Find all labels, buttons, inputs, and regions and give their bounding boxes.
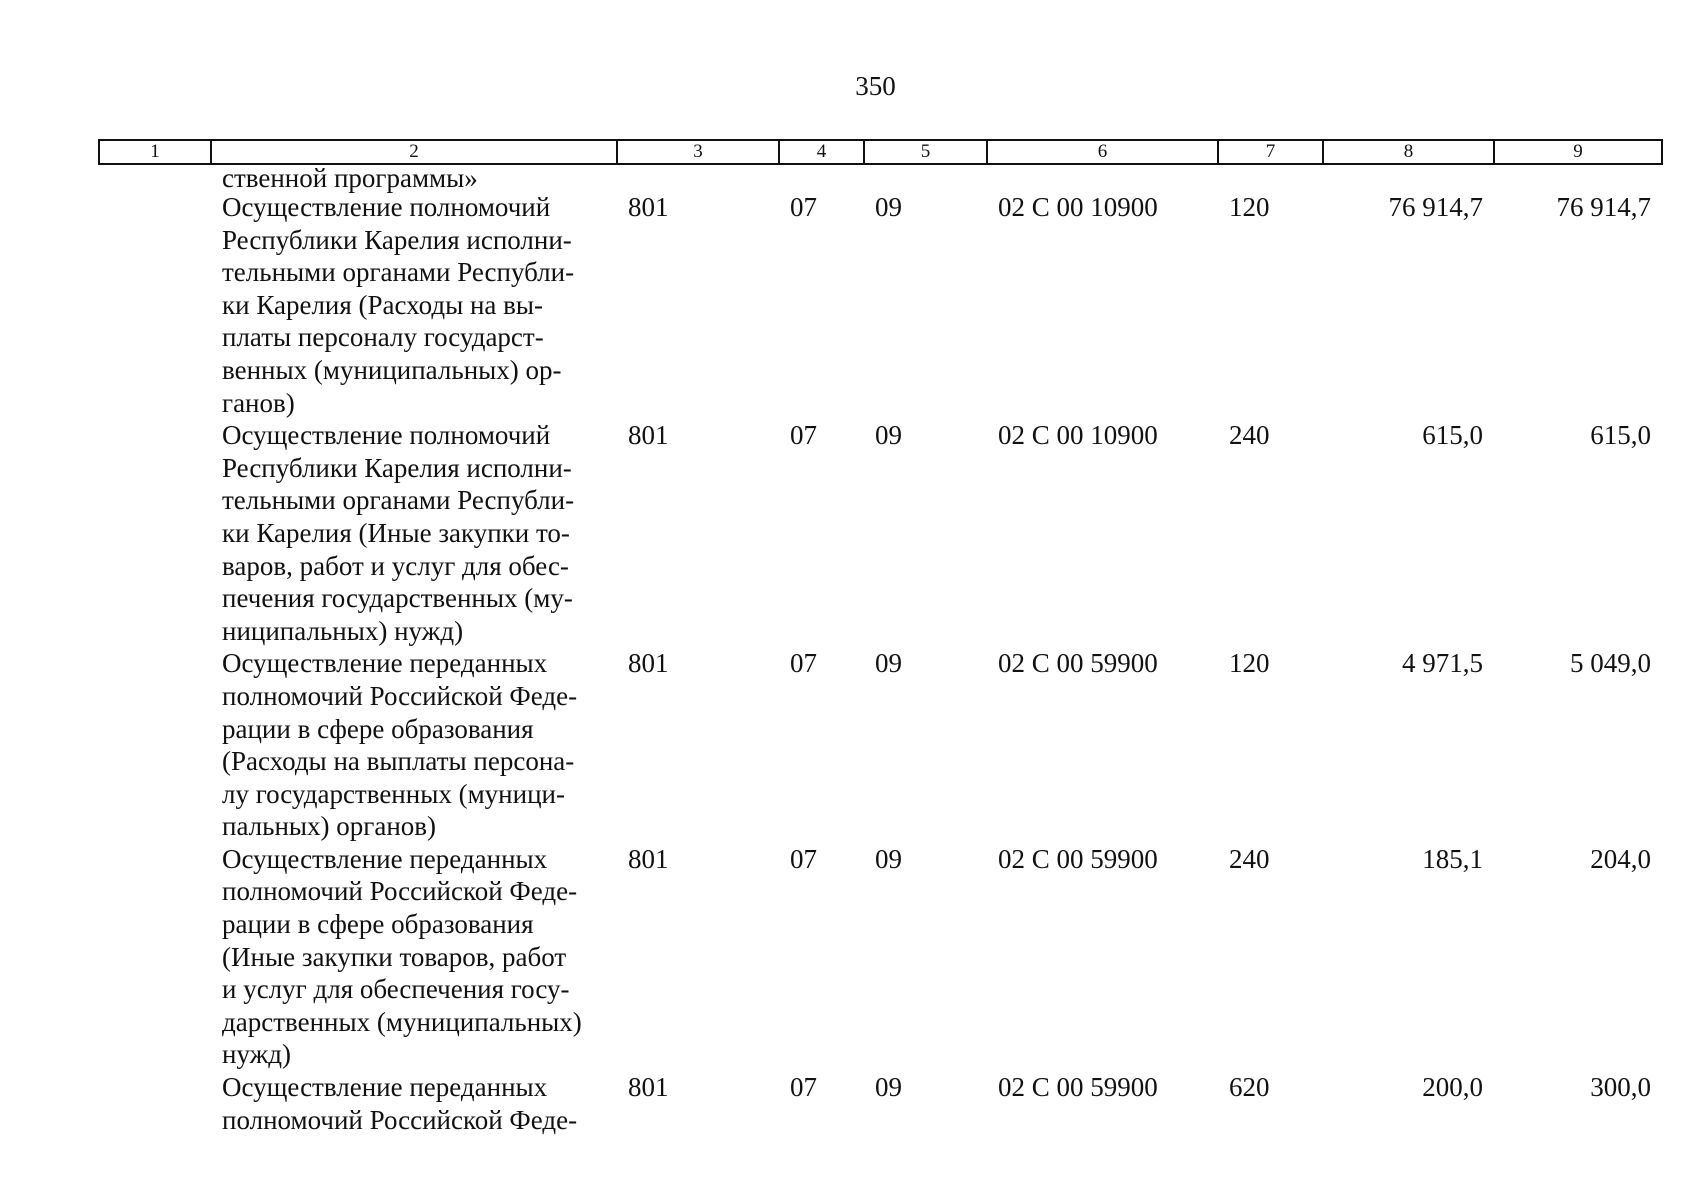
ministry-code: 801	[628, 843, 669, 874]
column-header: 2	[211, 140, 617, 164]
description-line: ниципальных) нужд)	[222, 615, 464, 646]
target-article-code: 02 С 00 59900	[998, 648, 1158, 679]
description-line: тельными органами Республи-	[222, 257, 575, 288]
description-line: и услуг для обеспечения госу-	[222, 974, 570, 1005]
description-line: Осуществление переданных	[222, 843, 548, 874]
section-code: 07	[790, 648, 817, 679]
target-article-code: 02 С 00 10900	[998, 192, 1158, 222]
row-description	[211, 647, 617, 843]
empty-cell	[99, 419, 211, 647]
description-line: варов, работ и услуг для обес-	[222, 550, 569, 581]
column-header: 6	[987, 140, 1218, 164]
description-line: ки Карелия (Расходы на вы-	[222, 289, 544, 320]
row-description	[211, 843, 617, 1071]
section-code: 07	[790, 1072, 817, 1103]
continuation-text: ственной программы»	[222, 163, 478, 193]
column-header: 3	[617, 140, 779, 164]
description-line: платы персоналу государст-	[222, 322, 544, 353]
subsection-code: 09	[875, 192, 902, 222]
expense-type-code: 240	[1229, 843, 1270, 874]
description-line: ки Карелия (Иные закупки то-	[222, 517, 570, 548]
target-article-code: 02 С 00 10900	[998, 420, 1158, 451]
amount-col9: 5 049,0	[1570, 648, 1651, 679]
column-header: 9	[1494, 140, 1662, 164]
section-code: 07	[790, 843, 817, 874]
description-line: Осуществление переданных	[222, 648, 548, 679]
amount-col9: 204,0	[1590, 843, 1651, 874]
table-row	[99, 191, 1662, 419]
page-number: 350	[855, 71, 896, 101]
description-line: Республики Карелия исполни-	[222, 452, 572, 483]
amount-col9: 300,0	[1590, 1072, 1651, 1103]
target-article-code: 02 С 00 59900	[998, 1072, 1158, 1103]
expense-type-code: 240	[1229, 420, 1270, 451]
row-description	[211, 419, 617, 647]
expense-type-code: 120	[1229, 648, 1270, 679]
description-line: (Иные закупки товаров, работ	[222, 941, 567, 972]
subsection-code: 09	[875, 648, 902, 679]
description-line: рации в сфере образования	[222, 713, 534, 744]
section-code: 07	[790, 192, 817, 222]
amount-col8: 76 914,7	[1388, 192, 1483, 222]
empty-cell	[99, 843, 211, 1071]
amount-col8: 4 971,5	[1402, 648, 1483, 679]
subsection-code: 09	[875, 843, 902, 874]
row-description	[211, 191, 617, 419]
description-line: полномочий Российской Феде-	[222, 876, 578, 907]
description-line: лу государственных (муници-	[222, 778, 565, 809]
description-line: дарственных (муниципальных)	[222, 1006, 582, 1037]
empty-cell	[99, 1071, 211, 1136]
ministry-code: 801	[628, 1072, 669, 1103]
description-line: Осуществление полномочий	[222, 420, 551, 451]
ministry-code: 801	[628, 648, 669, 679]
amount-col9: 615,0	[1590, 420, 1651, 451]
table-row	[99, 1071, 1662, 1136]
description-line: полномочий Российской Феде-	[222, 1104, 578, 1135]
amount-col8: 615,0	[1422, 420, 1483, 451]
column-header: 7	[1218, 140, 1323, 164]
amount-col8: 185,1	[1422, 843, 1483, 874]
table-row	[99, 843, 1662, 1071]
description-line: тельными органами Республи-	[222, 485, 575, 516]
description-line: ганов)	[222, 387, 295, 418]
description-line: пальных) органов)	[222, 811, 437, 842]
description-line: печения государственных (му-	[222, 583, 573, 614]
table-row	[99, 647, 1662, 843]
description-line: Республики Карелия исполни-	[222, 224, 572, 255]
column-header: 1	[99, 140, 211, 164]
table-row	[99, 419, 1662, 647]
description-line: Осуществление переданных	[222, 1072, 548, 1103]
description-line: венных (муниципальных) ор-	[222, 354, 562, 385]
section-code: 07	[790, 420, 817, 451]
column-header: 4	[779, 140, 864, 164]
description-line: (Расходы на выплаты персона-	[222, 746, 575, 777]
ministry-code: 801	[628, 420, 669, 451]
target-article-code: 02 С 00 59900	[998, 843, 1158, 874]
expense-type-code: 120	[1229, 192, 1270, 222]
row-description	[211, 1071, 617, 1136]
column-header: 5	[864, 140, 987, 164]
column-header: 8	[1323, 140, 1494, 164]
amount-col8: 200,0	[1422, 1072, 1483, 1103]
description-line: рации в сфере образования	[222, 909, 534, 940]
description-line: полномочий Российской Феде-	[222, 680, 578, 711]
column-number-header-row	[99, 140, 1662, 164]
budget-table	[98, 139, 1663, 1136]
amount-col9: 76 914,7	[1556, 192, 1651, 222]
description-line: Осуществление полномочий	[222, 192, 551, 222]
subsection-code: 09	[875, 420, 902, 451]
subsection-code: 09	[875, 1072, 902, 1103]
empty-cell	[99, 191, 211, 419]
empty-cell	[99, 647, 211, 843]
description-line: нужд)	[222, 1039, 291, 1070]
expense-type-code: 620	[1229, 1072, 1270, 1103]
continuation-row	[99, 164, 1662, 191]
ministry-code: 801	[628, 192, 669, 222]
